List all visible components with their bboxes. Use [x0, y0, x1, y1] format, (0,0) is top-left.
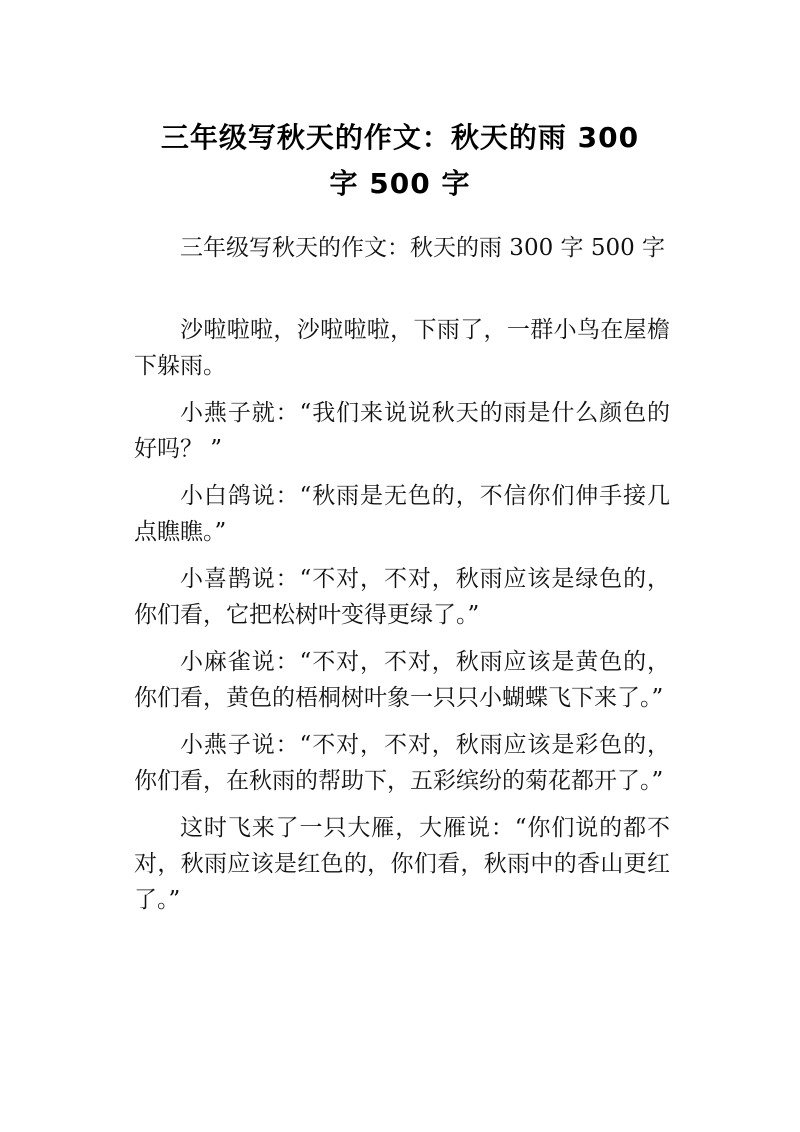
- document-title-line-2: 字 500 字: [329, 166, 471, 200]
- paragraph-wild-goose: 这时飞来了一只大雁，大雁说：“你们说的都不对，秋雨应该是红色的，你们看，秋雨中的香山更红了。”: [134, 815, 670, 913]
- paragraph-magpie: 小喜鹊说：“不对，不对，秋雨应该是绿色的，你们看，它把松树叶变得更绿了。”: [134, 566, 670, 628]
- document-title-line-1: 三年级写秋天的作文：秋天的雨 300: [160, 120, 640, 154]
- subtitle-paragraph: 三年级写秋天的作文：秋天的雨 300 字 500 字: [180, 235, 666, 261]
- document-title: [130, 115, 670, 207]
- paragraph-pigeon: 小白鸽说：“秋雨是无色的，不信你们伸手接几点瞧瞧。”: [134, 483, 670, 545]
- paragraph-swallow-colorful: 小燕子说：“不对，不对，秋雨应该是彩色的，你们看，在秋雨的帮助下，五彩缤纷的菊花都开了。”: [134, 732, 670, 794]
- document-body: [134, 230, 670, 929]
- paragraph-swallow-question: 小燕子就：“我们来说说秋天的雨是什么颜色的好吗？ ”: [134, 400, 670, 462]
- paragraph-rain-begins: 沙啦啦啦，沙啦啦啦，下雨了，一群小鸟在屋檐下躲雨。: [134, 317, 670, 379]
- paragraph-sparrow: 小麻雀说：“不对，不对，秋雨应该是黄色的，你们看，黄色的梧桐树叶象一只只小蝴蝶飞下来了。”: [134, 649, 670, 711]
